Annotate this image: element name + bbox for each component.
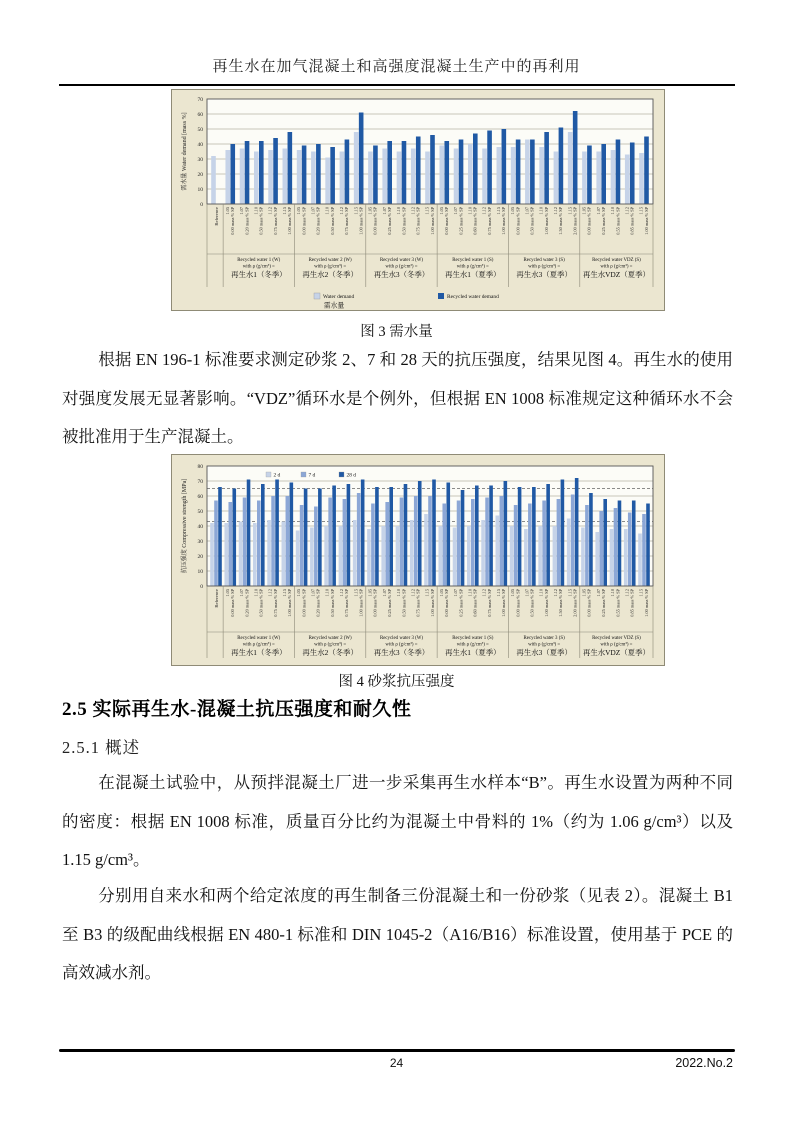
svg-text:0.75 mass % SP: 0.75 mass % SP <box>486 589 492 617</box>
svg-text:0.00 mass % SP: 0.00 mass % SP <box>586 207 592 235</box>
svg-text:0.25 mass % SP: 0.25 mass % SP <box>387 589 392 617</box>
svg-text:再生水2（冬季）: 再生水2（冬季） <box>302 648 358 657</box>
svg-text:1.10: 1.10 <box>610 207 616 215</box>
svg-text:1.05: 1.05 <box>581 207 587 215</box>
svg-text:再生水1（夏季）: 再生水1（夏季） <box>445 270 501 279</box>
svg-text:0.75 mass % SP: 0.75 mass % SP <box>486 207 492 235</box>
svg-text:1.15: 1.15 <box>353 589 359 597</box>
fig3-chart-svg <box>171 89 665 311</box>
svg-text:1.07: 1.07 <box>453 207 459 215</box>
svg-text:with ρ (g/cm³) =: with ρ (g/cm³) = <box>600 264 633 270</box>
svg-text:1.12: 1.12 <box>267 207 273 215</box>
svg-text:1.05: 1.05 <box>224 589 230 597</box>
svg-text:0.25 mass % SP: 0.25 mass % SP <box>601 207 606 235</box>
svg-text:60: 60 <box>197 494 203 500</box>
svg-text:0.50 mass % SP: 0.50 mass % SP <box>329 589 335 617</box>
svg-text:Recycled water 3 (S): Recycled water 3 (S) <box>523 258 565 263</box>
svg-text:1.05: 1.05 <box>296 207 302 215</box>
svg-text:1.00 mass % SP: 1.00 mass % SP <box>287 207 293 235</box>
svg-text:0.75 mass % SP: 0.75 mass % SP <box>344 589 350 617</box>
svg-text:再生水3（冬季）: 再生水3（冬季） <box>373 648 430 657</box>
svg-text:Recycled water 3 (S): Recycled water 3 (S) <box>523 636 565 641</box>
svg-text:1.00 mass % SP: 1.00 mass % SP <box>429 207 435 235</box>
svg-text:1.12: 1.12 <box>624 207 630 215</box>
svg-text:1.12: 1.12 <box>339 589 344 597</box>
svg-text:with ρ (g/cm³) =: with ρ (g/cm³) = <box>456 264 489 270</box>
svg-text:0.25 mass % SP: 0.25 mass % SP <box>458 207 464 235</box>
svg-text:0.50 mass % SP: 0.50 mass % SP <box>529 589 535 617</box>
svg-text:1.00 mass % SP: 1.00 mass % SP <box>358 589 364 617</box>
svg-text:with ρ (g/cm³) =: with ρ (g/cm³) = <box>242 264 275 270</box>
svg-text:Recycled water VDZ (S): Recycled water VDZ (S) <box>592 258 641 263</box>
svg-text:0.00 mass % SP: 0.00 mass % SP <box>586 589 592 617</box>
svg-text:1.12: 1.12 <box>410 589 416 597</box>
svg-text:再生水VDZ（夏季）: 再生水VDZ（夏季） <box>582 648 650 657</box>
svg-text:再生水1（冬季）: 再生水1（冬季） <box>231 648 287 657</box>
svg-text:with ρ (g/cm³) =: with ρ (g/cm³) = <box>314 642 347 648</box>
svg-text:再生水3（夏季）: 再生水3（夏季） <box>516 270 572 279</box>
svg-text:1.00 mass % SP: 1.00 mass % SP <box>501 589 507 617</box>
svg-text:0.00 mass % SP: 0.00 mass % SP <box>301 207 307 235</box>
svg-text:40: 40 <box>197 142 203 148</box>
svg-text:1.07: 1.07 <box>453 589 459 597</box>
svg-text:1.15: 1.15 <box>281 589 287 597</box>
svg-text:1.00 mass % SP: 1.00 mass % SP <box>501 207 507 235</box>
svg-text:with ρ (g/cm³) =: with ρ (g/cm³) = <box>385 642 418 648</box>
svg-text:1.15: 1.15 <box>424 589 430 597</box>
svg-text:1.07: 1.07 <box>239 589 245 597</box>
svg-text:with ρ (g/cm³) =: with ρ (g/cm³) = <box>528 264 561 270</box>
svg-text:0.50 mass % SP: 0.50 mass % SP <box>401 207 407 235</box>
svg-text:1.10: 1.10 <box>610 589 616 597</box>
svg-text:1.07: 1.07 <box>310 207 316 215</box>
svg-text:1.07: 1.07 <box>310 589 316 597</box>
subsection-heading-2-5-1: 2.5.1 概述 <box>62 738 141 757</box>
svg-text:1.00 mass % SP: 1.00 mass % SP <box>543 207 549 235</box>
y-axis-label: 需水量 Water demand [mass %] <box>182 112 188 191</box>
footer-page-number: 24 <box>389 1056 404 1070</box>
svg-text:1.07: 1.07 <box>381 589 387 597</box>
svg-text:Reference: Reference <box>214 207 219 226</box>
svg-text:with ρ (g/cm³) =: with ρ (g/cm³) = <box>600 642 633 648</box>
page-header-title: 再生水在加气混凝土和高强度混凝土生产中的再利用 <box>212 59 581 75</box>
svg-text:Recycled water 2 (W): Recycled water 2 (W) <box>308 258 352 263</box>
svg-text:0.00 mass % SP: 0.00 mass % SP <box>372 207 378 235</box>
svg-text:0.00 mass % SP: 0.00 mass % SP <box>230 207 236 235</box>
svg-text:28 d: 28 d <box>346 472 356 479</box>
svg-text:1.07: 1.07 <box>595 207 601 215</box>
svg-text:0.55 mass % SP: 0.55 mass % SP <box>615 589 621 617</box>
svg-text:Recycled water 1 (S): Recycled water 1 (S) <box>452 636 494 641</box>
svg-text:1.05: 1.05 <box>224 207 230 215</box>
svg-text:20: 20 <box>197 554 203 560</box>
svg-text:Recycled water 1 (W): Recycled water 1 (W) <box>237 636 281 641</box>
svg-text:60: 60 <box>197 112 203 118</box>
svg-text:1.15: 1.15 <box>638 589 644 597</box>
section-heading-2-5: 2.5 实际再生水-混凝土抗压强度和耐久性 <box>62 699 412 720</box>
svg-text:70: 70 <box>197 479 203 485</box>
svg-text:0.55 mass % SP: 0.55 mass % SP <box>615 207 621 235</box>
svg-text:30: 30 <box>197 157 203 163</box>
svg-text:1.15: 1.15 <box>567 589 573 597</box>
svg-text:1.12: 1.12 <box>624 589 630 597</box>
svg-text:0.75 mass % SP: 0.75 mass % SP <box>344 207 350 235</box>
svg-text:1.00 mass % SP: 1.00 mass % SP <box>287 589 293 617</box>
svg-text:0.00 mass % SP: 0.00 mass % SP <box>372 589 378 617</box>
y-axis-ticks <box>198 464 204 590</box>
svg-text:1.10: 1.10 <box>253 589 259 597</box>
svg-text:1.05: 1.05 <box>438 207 444 215</box>
svg-text:10: 10 <box>197 187 203 193</box>
svg-text:40: 40 <box>197 524 203 530</box>
svg-text:0.50 mass % SP: 0.50 mass % SP <box>258 207 264 235</box>
svg-text:2 d: 2 d <box>273 472 281 479</box>
svg-text:1.05: 1.05 <box>581 589 587 597</box>
svg-text:1.15: 1.15 <box>495 589 501 597</box>
svg-text:再生水1（冬季）: 再生水1（冬季） <box>231 270 287 279</box>
svg-text:0.25 mass % SP: 0.25 mass % SP <box>458 589 464 617</box>
header-divider <box>59 84 735 86</box>
footer-divider <box>59 1049 735 1052</box>
svg-text:1.10: 1.10 <box>324 207 330 215</box>
svg-text:Recycled water VDZ (S): Recycled water VDZ (S) <box>592 636 641 641</box>
svg-text:with ρ (g/cm³) =: with ρ (g/cm³) = <box>528 642 561 648</box>
svg-text:1.00 mass % SP: 1.00 mass % SP <box>643 589 649 617</box>
svg-text:0.00 mass % SP: 0.00 mass % SP <box>444 207 450 235</box>
svg-text:1.15: 1.15 <box>281 207 287 215</box>
svg-text:20: 20 <box>197 172 203 178</box>
svg-text:1.15: 1.15 <box>567 207 573 215</box>
svg-text:1.10: 1.10 <box>538 589 544 597</box>
svg-text:Recycled water 2 (W): Recycled water 2 (W) <box>308 636 352 641</box>
y-axis-label: 抗压强度 Compressive strength [MPa] <box>182 478 188 574</box>
svg-text:1.12: 1.12 <box>481 589 487 597</box>
svg-text:0.20 mass % SP: 0.20 mass % SP <box>244 207 250 235</box>
figure3-water-demand-chart <box>171 89 665 311</box>
figure4-caption: 图 4 砂浆抗压强度 <box>338 674 455 690</box>
svg-text:1.00 mass % SP: 1.00 mass % SP <box>543 589 549 617</box>
svg-text:with ρ (g/cm³) =: with ρ (g/cm³) = <box>385 264 418 270</box>
svg-text:1.12: 1.12 <box>553 589 558 597</box>
svg-text:1.12: 1.12 <box>553 207 558 215</box>
svg-text:0.75 mass % SP: 0.75 mass % SP <box>272 589 278 617</box>
svg-text:Recycled water 3 (W): Recycled water 3 (W) <box>379 258 423 263</box>
svg-text:1.00 mass % SP: 1.00 mass % SP <box>643 207 649 235</box>
svg-text:再生水2（冬季）: 再生水2（冬季） <box>302 270 358 279</box>
svg-text:1.07: 1.07 <box>595 589 601 597</box>
svg-text:0.50 mass % SP: 0.50 mass % SP <box>258 589 264 617</box>
svg-text:1.07: 1.07 <box>524 589 530 597</box>
svg-text:0.20 mass % SP: 0.20 mass % SP <box>315 589 321 617</box>
svg-text:1.05: 1.05 <box>438 589 444 597</box>
svg-text:1.50 mass % SP: 1.50 mass % SP <box>558 589 564 617</box>
svg-text:0.00 mass % SP: 0.00 mass % SP <box>515 589 521 617</box>
svg-text:1.12: 1.12 <box>410 207 416 215</box>
figure3-caption: 图 3 需水量 <box>360 324 433 340</box>
svg-text:1.05: 1.05 <box>510 589 516 597</box>
svg-text:0.00 mass % SP: 0.00 mass % SP <box>230 589 236 617</box>
svg-text:1.10: 1.10 <box>467 207 473 215</box>
svg-text:1.12: 1.12 <box>339 207 344 215</box>
svg-text:1.05: 1.05 <box>510 207 516 215</box>
svg-text:70: 70 <box>197 97 203 103</box>
svg-text:0.25 mass % SP: 0.25 mass % SP <box>601 589 606 617</box>
svg-text:1.10: 1.10 <box>396 589 402 597</box>
svg-text:30: 30 <box>197 539 203 545</box>
svg-text:0.50 mass % SP: 0.50 mass % SP <box>529 207 535 235</box>
svg-text:再生水3（夏季）: 再生水3（夏季） <box>516 648 572 657</box>
svg-text:1.05: 1.05 <box>296 589 302 597</box>
svg-text:0: 0 <box>200 584 203 590</box>
svg-text:0.85 mass % SP: 0.85 mass % SP <box>629 207 635 235</box>
svg-text:再生水VDZ（夏季）: 再生水VDZ（夏季） <box>582 270 650 279</box>
svg-text:0.75 mass % SP: 0.75 mass % SP <box>415 206 421 235</box>
svg-text:需水量: 需水量 <box>323 302 345 310</box>
svg-text:0.85 mass % SP: 0.85 mass % SP <box>629 589 635 617</box>
figure4-compressive-strength-chart <box>171 454 665 666</box>
svg-text:1.50 mass % SP: 1.50 mass % SP <box>558 207 564 235</box>
svg-text:1.10: 1.10 <box>324 589 330 597</box>
svg-text:2.00 mass % SP: 2.00 mass % SP <box>572 207 578 235</box>
svg-text:with ρ (g/cm³) =: with ρ (g/cm³) = <box>314 264 347 270</box>
svg-text:Recycled water 1 (W): Recycled water 1 (W) <box>237 258 281 263</box>
svg-text:50: 50 <box>197 127 203 133</box>
svg-text:0.75 mass % SP: 0.75 mass % SP <box>272 207 278 235</box>
svg-text:10: 10 <box>197 569 203 575</box>
svg-text:1.15: 1.15 <box>495 207 501 215</box>
svg-text:1.15: 1.15 <box>638 207 644 215</box>
svg-text:1.12: 1.12 <box>481 207 487 215</box>
paragraph-strength-results: 根据 EN 196-1 标准要求测定砂浆 2、7 和 28 天的抗压强度，结果见图 4。再生水的使用对强度发展无显著影响。“VDZ”循环水是个例外，但根据 EN 1008 标准规定这种循环水不会被批准用于生产混凝土。 <box>62 350 733 446</box>
svg-text:0.50 mass % SP: 0.50 mass % SP <box>401 589 407 617</box>
svg-text:1.07: 1.07 <box>239 207 245 215</box>
svg-text:1.07: 1.07 <box>524 207 530 215</box>
svg-text:7 d: 7 d <box>308 472 316 479</box>
svg-text:再生水3（冬季）: 再生水3（冬季） <box>373 270 430 279</box>
paragraph-overview-2: 分别用自来水和两个给定浓度的再生制备三份混凝土和一份砂浆（见表 2）。混凝土 B1 至 B3 的级配曲线根据 EN 480-1 标准和 DIN 1045-2（A16/B16）标准设置，使用基于 PCE 的高效减水剂。 <box>62 886 733 982</box>
svg-text:with ρ (g/cm³) =: with ρ (g/cm³) = <box>242 642 275 648</box>
svg-text:1.00 mass % SP: 1.00 mass % SP <box>358 207 364 235</box>
svg-text:0.25 mass % SP: 0.25 mass % SP <box>387 207 392 235</box>
svg-text:1.10: 1.10 <box>467 589 473 597</box>
svg-text:Recycled water 3 (W): Recycled water 3 (W) <box>379 636 423 641</box>
svg-text:1.00 mass % SP: 1.00 mass % SP <box>429 589 435 617</box>
svg-text:Recycled water 1 (S): Recycled water 1 (S) <box>452 258 494 263</box>
svg-text:0.75 mass % SP: 0.75 mass % SP <box>415 589 421 617</box>
svg-text:0.60 mass % SP: 0.60 mass % SP <box>472 207 478 235</box>
svg-text:1.05: 1.05 <box>367 207 373 215</box>
svg-text:with ρ (g/cm³) =: with ρ (g/cm³) = <box>456 642 489 648</box>
svg-text:0.60 mass % SP: 0.60 mass % SP <box>472 589 478 617</box>
svg-text:1.12: 1.12 <box>267 589 273 597</box>
svg-text:0.00 mass % SP: 0.00 mass % SP <box>515 207 521 235</box>
svg-text:0: 0 <box>200 202 203 208</box>
svg-text:1.05: 1.05 <box>367 589 373 597</box>
svg-text:1.07: 1.07 <box>381 207 387 215</box>
svg-text:1.15: 1.15 <box>353 207 359 215</box>
svg-text:再生水1（夏季）: 再生水1（夏季） <box>445 648 501 657</box>
svg-text:2.00 mass % SP: 2.00 mass % SP <box>572 589 578 617</box>
paragraph-overview-1: 在混凝土试验中，从预拌混凝土厂进一步采集再生水样本“B”。再生水设置为两种不同的密度：根据 EN 1008 标准，质量百分比约为混凝土中骨料的 1%（约为 1.06 g/cm³）以及 1.15 g/cm³。 <box>62 773 733 869</box>
svg-text:80: 80 <box>197 464 203 470</box>
svg-text:1.10: 1.10 <box>538 207 544 215</box>
svg-text:Recycled water demand: Recycled water demand <box>447 294 499 300</box>
svg-text:1.15: 1.15 <box>424 207 430 215</box>
svg-text:50: 50 <box>197 509 203 515</box>
footer-issue-label: 2022.No.2 <box>675 1056 733 1070</box>
svg-text:0.20 mass % SP: 0.20 mass % SP <box>244 589 250 617</box>
svg-text:0.00 mass % SP: 0.00 mass % SP <box>301 589 307 617</box>
svg-text:1.10: 1.10 <box>253 207 259 215</box>
svg-text:0.20 mass % SP: 0.20 mass % SP <box>315 207 321 235</box>
svg-text:1.10: 1.10 <box>396 207 402 215</box>
svg-text:Water demand: Water demand <box>323 294 355 300</box>
svg-text:0.50 mass % SP: 0.50 mass % SP <box>329 207 335 235</box>
svg-text:Reference: Reference <box>214 589 219 608</box>
fig4-chart-svg <box>171 454 665 666</box>
svg-text:0.00 mass % SP: 0.00 mass % SP <box>444 589 450 617</box>
